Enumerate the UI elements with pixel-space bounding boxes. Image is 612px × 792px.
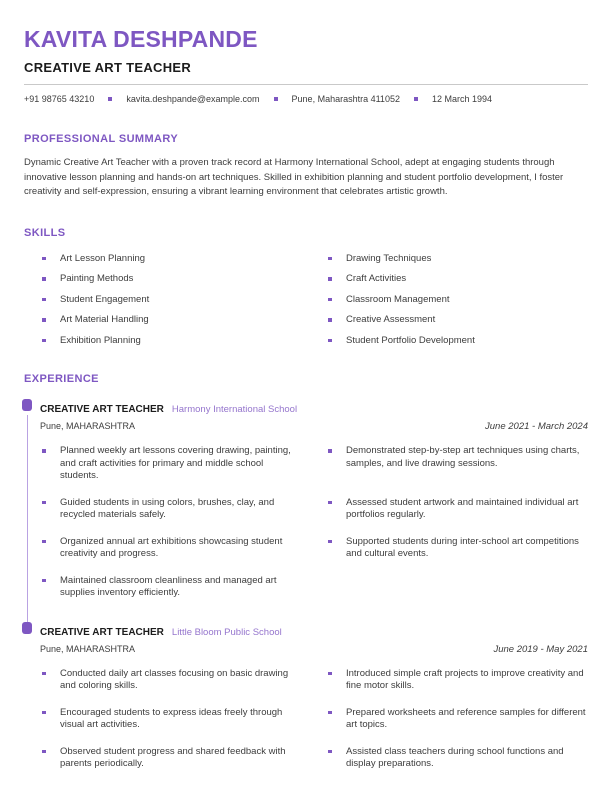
- bullet-square-icon: [328, 750, 332, 754]
- bullet-text: Guided students in using colors, brushes, clay, and recycled materials safely.: [60, 496, 275, 520]
- summary-text: Dynamic Creative Art Teacher with a proven track record at Harmony International School, adept at engaging students through innovative lesson planning and hands-on art techniques. Skilled in exhibition planning and student portfolio development, I foster creativity and self-expression, ensuring a vibrant learning environment that celebrates artistic growth.: [24, 157, 564, 197]
- skill-label: Craft Activities: [346, 273, 407, 284]
- bullet-square-icon: [328, 257, 332, 261]
- job-title: CREATIVE ART TEACHER: [40, 404, 164, 415]
- skill-item: [328, 294, 588, 307]
- bullet-text: Encouraged students to express ideas freely through visual art activities.: [60, 706, 283, 730]
- bullet-item: [328, 445, 588, 483]
- job-bullets: [42, 668, 588, 771]
- summary-section: [24, 133, 588, 200]
- bullet-item: [42, 536, 302, 561]
- square-separator-icon: [274, 97, 278, 101]
- skill-label: Art Lesson Planning: [60, 252, 146, 264]
- bullet-square-icon: [328, 501, 332, 505]
- bullet-item: [328, 668, 588, 693]
- skills-section: [24, 227, 588, 348]
- skill-item: [42, 294, 302, 307]
- bullet-item: [42, 575, 302, 600]
- bullet-text: Supported students during inter-school art competitions and cultural events.: [346, 535, 579, 559]
- bullet-item: [42, 497, 302, 522]
- bullet-square-icon: [328, 339, 332, 343]
- bullet-text: Observed student progress and shared feedback with parents periodically.: [60, 745, 286, 769]
- bullet-text: Planned weekly art lessons covering drawing, painting, and craft activities for primary and middle school students.: [60, 445, 291, 481]
- bullet-item: [328, 707, 588, 732]
- skill-item: [42, 253, 302, 266]
- bullet-square-icon: [42, 672, 46, 676]
- bullet-square-icon: [42, 339, 46, 343]
- job-location: Pune, MAHARASHTRA: [40, 643, 136, 654]
- bullet-item: [42, 707, 302, 732]
- bullet-item: [328, 746, 588, 771]
- skill-item: [42, 273, 302, 286]
- skill-label: Exhibition Planning: [60, 334, 141, 346]
- bullet-text: Assisted class teachers during school functions and display preparations.: [346, 745, 564, 769]
- job-company: Little Bloom Public School: [171, 626, 282, 638]
- bullet-text: Assessed student artwork and maintained individual art portfolios regularly.: [346, 496, 579, 520]
- empty-cell: [328, 575, 588, 600]
- bullet-text: Maintained classroom cleanliness and managed art supplies inventory efficiently.: [60, 574, 277, 598]
- skill-label: Drawing Techniques: [346, 252, 432, 264]
- bullet-square-icon: [328, 298, 332, 302]
- timeline-marker-icon: [22, 622, 32, 634]
- summary-heading: PROFESSIONAL SUMMARY: [24, 133, 179, 145]
- bullet-square-icon: [328, 672, 332, 676]
- bullet-text: Conducted daily art classes focusing on basic drawing and coloring skills.: [60, 667, 289, 691]
- experience-entry: [24, 622, 588, 771]
- bullet-square-icon: [328, 318, 332, 322]
- bullet-item: [328, 497, 588, 522]
- bullet-square-icon: [328, 711, 332, 715]
- skill-item: [328, 314, 588, 327]
- bullet-square-icon: [42, 579, 46, 583]
- bullet-square-icon: [42, 257, 46, 261]
- bullet-square-icon: [42, 501, 46, 505]
- job-dates: June 2021 - March 2024: [485, 421, 588, 432]
- timeline-marker-icon: [22, 399, 32, 411]
- bullet-item: [42, 668, 302, 693]
- skills-heading: SKILLS: [24, 226, 66, 239]
- contact-row: [24, 94, 588, 104]
- contact-location: Pune, Maharashtra 411052: [291, 94, 400, 104]
- bullet-text: Introduced simple craft projects to improve creativity and fine motor skills.: [346, 667, 584, 691]
- skills-grid: [42, 253, 588, 348]
- skill-label: Painting Methods: [60, 273, 134, 284]
- bullet-text: Organized annual art exhibitions showcasing student creativity and progress.: [60, 535, 283, 559]
- bullet-text: Prepared worksheets and reference samples for different art topics.: [346, 706, 586, 730]
- skill-label: Art Material Handling: [60, 314, 149, 325]
- bullet-square-icon: [328, 277, 332, 281]
- skill-item: [328, 253, 588, 266]
- job-header: [24, 622, 588, 655]
- skill-item: [328, 335, 588, 348]
- square-separator-icon: [108, 97, 112, 101]
- bullet-item: [42, 445, 302, 483]
- skill-label: Student Portfolio Development: [346, 334, 475, 346]
- contact-birthdate: 12 March 1994: [431, 94, 493, 104]
- contact-email: kavita.deshpande@example.com: [126, 94, 260, 104]
- bullet-square-icon: [42, 711, 46, 715]
- skill-label: Creative Assessment: [346, 314, 436, 325]
- skill-label: Student Engagement: [60, 293, 150, 305]
- bullet-square-icon: [42, 449, 46, 453]
- experience-entry: [24, 399, 588, 600]
- resume-header: [24, 26, 588, 104]
- job-bullets: [42, 445, 588, 600]
- job-dates: June 2019 - May 2021: [493, 643, 588, 655]
- bullet-square-icon: [42, 540, 46, 544]
- bullet-square-icon: [42, 277, 46, 281]
- skill-label: Classroom Management: [346, 293, 450, 305]
- experience-heading: EXPERIENCE: [24, 373, 99, 385]
- header-divider: [24, 84, 588, 85]
- job-title: CREATIVE ART TEACHER: [40, 626, 164, 638]
- bullet-item: [42, 746, 302, 771]
- person-name: KAVITA DESHPANDE: [24, 26, 258, 52]
- bullet-square-icon: [42, 750, 46, 754]
- bullet-square-icon: [328, 449, 332, 453]
- experience-section: [24, 373, 588, 771]
- job-subheader: [40, 421, 588, 432]
- job-subheader: [40, 644, 588, 655]
- bullet-square-icon: [42, 318, 46, 322]
- job-location: Pune, MAHARASHTRA: [40, 421, 136, 431]
- job-header: [24, 399, 588, 432]
- bullet-square-icon: [328, 540, 332, 544]
- person-role: CREATIVE ART TEACHER: [24, 60, 192, 75]
- skill-item: [42, 314, 302, 327]
- skill-item: [328, 273, 588, 286]
- bullet-square-icon: [42, 298, 46, 302]
- contact-phone: +91 98765 43210: [24, 94, 95, 104]
- skill-item: [42, 335, 302, 348]
- bullet-text: Demonstrated step-by-step art techniques using charts, samples, and live drawing sessions.: [346, 445, 580, 469]
- bullet-item: [328, 536, 588, 561]
- job-company: Harmony International School: [171, 404, 298, 415]
- square-separator-icon: [414, 97, 418, 101]
